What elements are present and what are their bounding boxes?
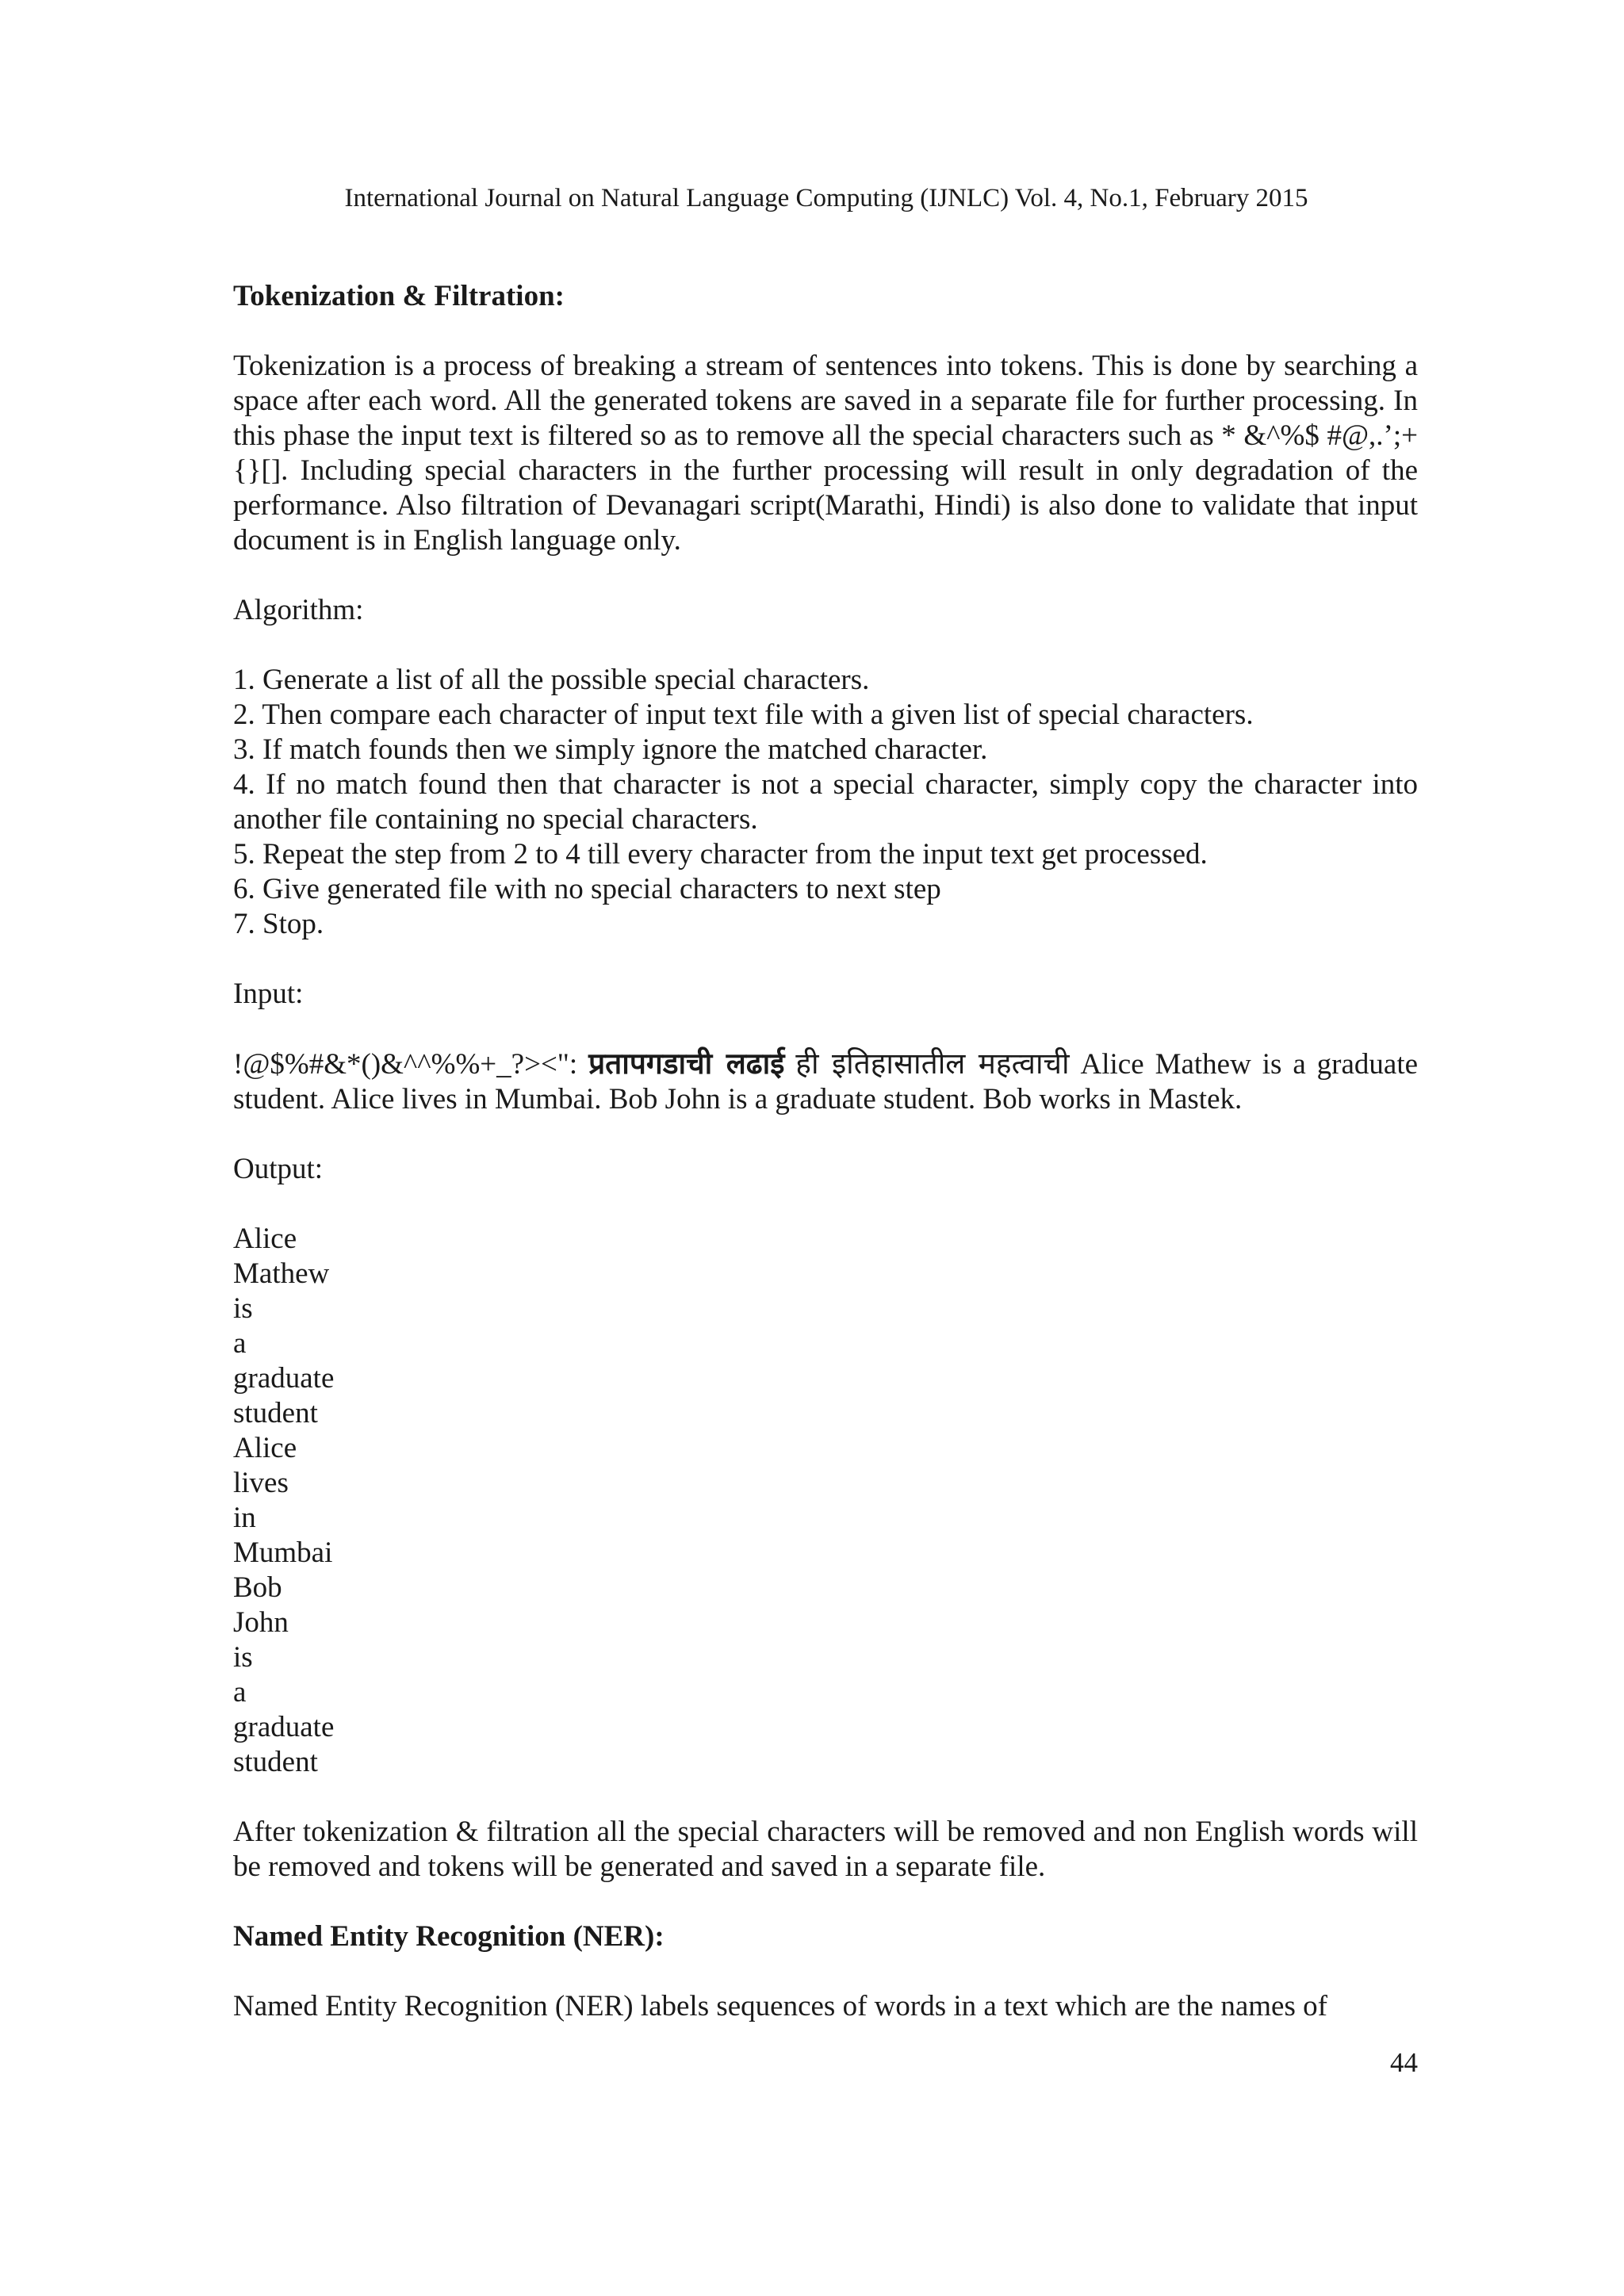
tokenization-paragraph: Tokenization is a process of breaking a stream of sentences into tokens. This is done by searching a space after each word. All the generated tokens are saved in a separate file for further processing. In this phase the input text is filtered so as to remove all the special characters such as * &^%$ #@,.’;+{}[]. Including special characters in the further processing will result in only degradation of the performance. Also filtration of Devanagari script(Marathi, Hindi) is also done to validate that input document is in English language only.	[233, 350, 1418, 557]
output-token-list	[233, 1222, 1418, 1780]
output-token: Bob	[233, 1571, 282, 1604]
output-token: John	[233, 1606, 289, 1639]
algorithm-label: Algorithm:	[233, 594, 364, 626]
output-token: graduate	[233, 1711, 335, 1743]
algorithm-step: 2. Then compare each character of input text file with a given list of special characters.	[233, 698, 1254, 731]
section-heading-tokenization: Tokenization & Filtration:	[233, 280, 565, 312]
input-label: Input:	[233, 978, 304, 1010]
input-devanagari-regular: ही इतिहासातील महत्वाची	[795, 1047, 1070, 1081]
output-token: graduate	[233, 1362, 335, 1395]
output-token: student	[233, 1397, 318, 1429]
output-token: a	[233, 1327, 247, 1360]
algorithm-steps-list	[233, 663, 1418, 942]
algorithm-step: 4. If no match found then that character is not a special character, simply copy the character into another file containing no special characters.	[233, 768, 1418, 836]
output-token: Mumbai	[233, 1536, 333, 1569]
algorithm-step: 7. Stop.	[233, 908, 324, 940]
algorithm-step: 1. Generate a list of all the possible special characters.	[233, 664, 870, 696]
algorithm-step: 6. Give generated file with no special characters to next step	[233, 873, 941, 905]
algorithm-step: 3. If match founds then we simply ignore the matched character.	[233, 733, 988, 766]
output-token: student	[233, 1746, 318, 1778]
conclusion-paragraph: After tokenization & filtration all the special characters will be removed and non English words will be removed and tokens will be generated and saved in a separate file.	[233, 1816, 1418, 1883]
running-header: International Journal on Natural Language Computing (IJNLC) Vol. 4, No.1, February 2015	[344, 184, 1308, 212]
input-example-paragraph	[233, 1047, 1418, 1117]
output-label: Output:	[233, 1153, 324, 1185]
output-token: Alice	[233, 1223, 297, 1255]
algorithm-step: 5. Repeat the step from 2 to 4 till every character from the input text get processed.	[233, 838, 1208, 871]
output-token: a	[233, 1676, 247, 1709]
section-heading-ner: Named Entity Recognition (NER):	[233, 1920, 665, 1953]
input-special-characters: !@$%#&*()&^^%%+_?><":	[233, 1048, 578, 1081]
page-number: 44	[1390, 2047, 1418, 2078]
input-devanagari-bold: प्रतापगडाची लढाई	[588, 1047, 785, 1081]
output-token: Mathew	[233, 1257, 330, 1290]
output-token: lives	[233, 1467, 289, 1499]
output-token: is	[233, 1292, 253, 1325]
main-content	[233, 279, 1418, 2059]
input-english-text: Alice Mathew is a graduate student. Alice lives in Mumbai. Bob John is a graduate student. Bob works in Mastek.	[233, 1048, 1419, 1115]
output-token: in	[233, 1502, 256, 1534]
ner-paragraph: Named Entity Recognition (NER) labels sequences of words in a text which are the names of	[233, 1990, 1327, 2022]
output-token: Alice	[233, 1432, 297, 1464]
output-token: is	[233, 1641, 253, 1674]
